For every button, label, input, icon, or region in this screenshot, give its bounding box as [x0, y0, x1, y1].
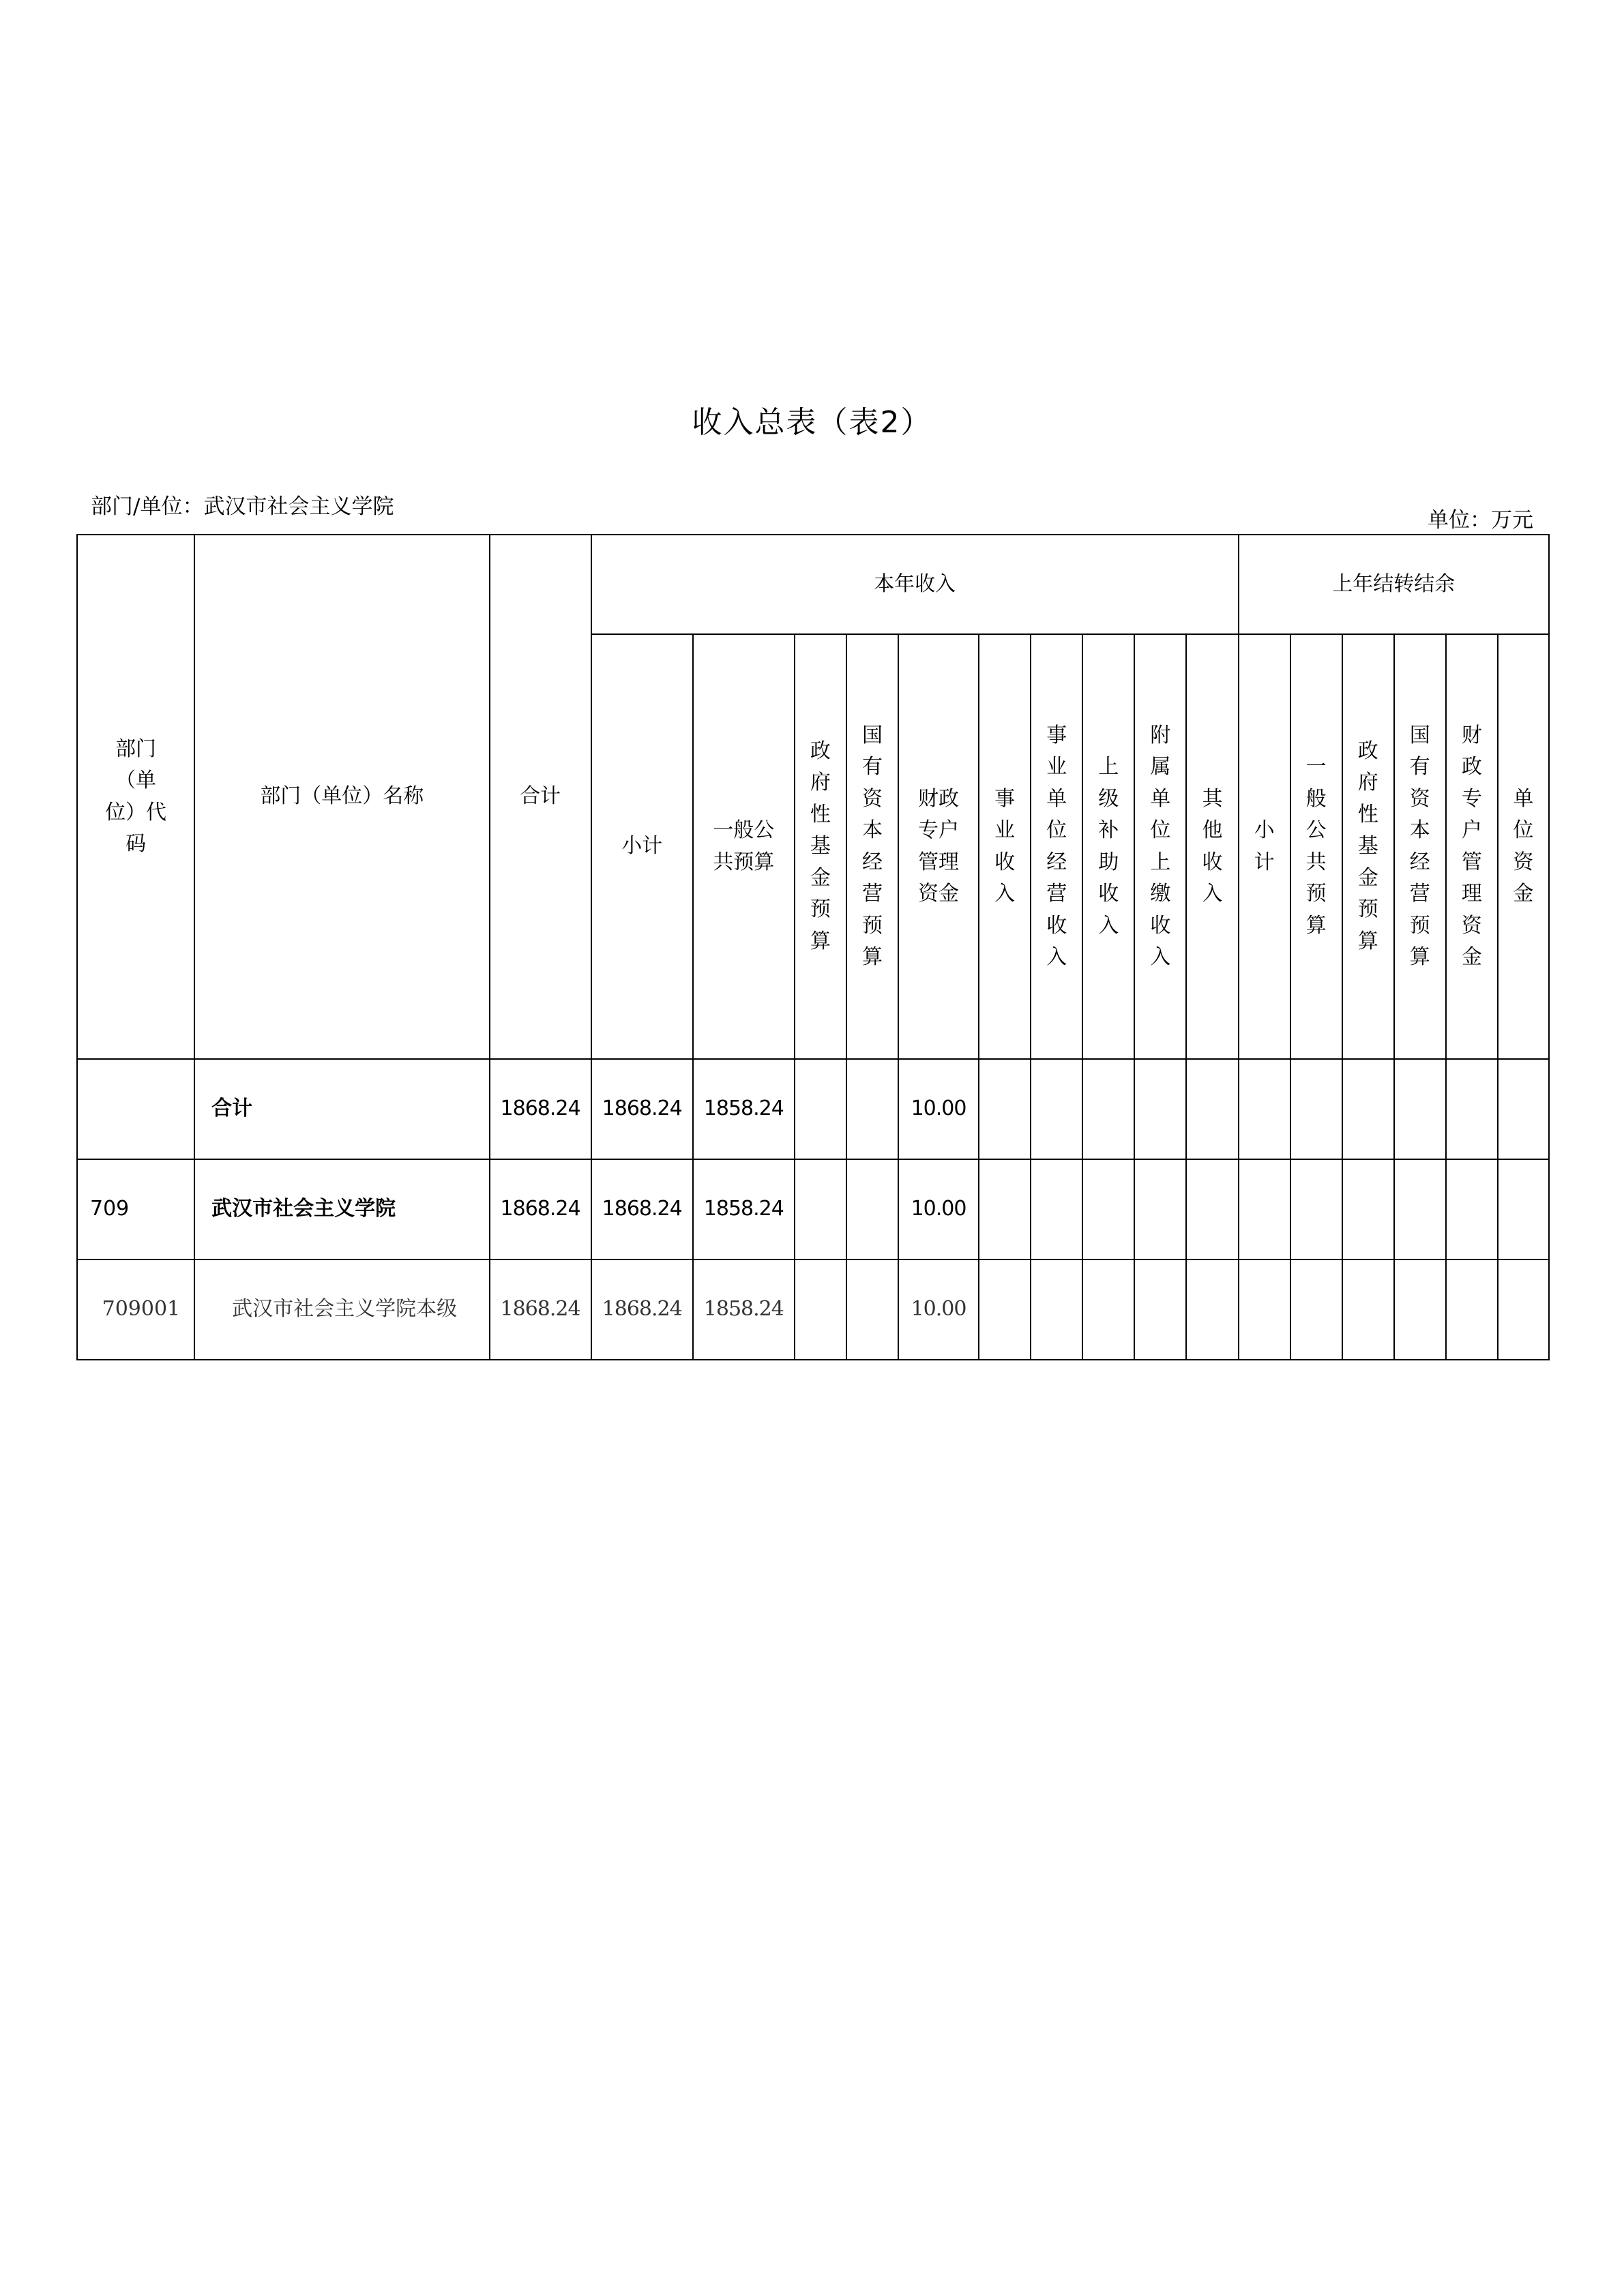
- cell-affiliate-remit: [1134, 1159, 1186, 1259]
- header-current-state-capital: 国有资本经营预算: [846, 634, 898, 1059]
- cell-state-capital: [846, 1159, 898, 1259]
- cell-general-budget: 1858.24: [693, 1059, 795, 1159]
- header-row-1: [77, 535, 1549, 634]
- header-current-general-budget: 一般公共预算: [693, 634, 795, 1059]
- cell-gov-fund: [795, 1159, 846, 1259]
- cell-carry-gov-fund: [1342, 1159, 1394, 1259]
- cell-current-subtotal: 1868.24: [591, 1159, 693, 1259]
- cell-carry-state-capital: [1394, 1259, 1446, 1360]
- cell-carry-fiscal-account: [1446, 1059, 1498, 1159]
- cell-other: [1186, 1059, 1238, 1159]
- header-carry-unit-funds: 单位资金: [1498, 634, 1549, 1059]
- cell-general-budget: 1858.24: [693, 1259, 795, 1360]
- header-name: 部门（单位）名称: [194, 535, 489, 1059]
- header-current-gov-fund: 政府性基金预算: [795, 634, 846, 1059]
- header-carry-general-budget: 一般公共预算: [1290, 634, 1342, 1059]
- cell-carry-state-capital: [1394, 1159, 1446, 1259]
- cell-business-operating: [1031, 1259, 1082, 1360]
- page-title: 收入总表（表2）: [692, 405, 932, 440]
- cell-carry-subtotal: [1239, 1159, 1290, 1259]
- cell-superior-subsidy: [1082, 1059, 1134, 1159]
- cell-gov-fund: [795, 1059, 846, 1159]
- cell-total: 1868.24: [490, 1159, 591, 1259]
- cell-business-income: [979, 1159, 1031, 1259]
- cell-business-operating: [1031, 1059, 1082, 1159]
- table-row-department: [77, 1159, 1549, 1259]
- cell-carry-general-budget: [1290, 1159, 1342, 1259]
- header-current-affiliate-remit: 附属单位上缴收入: [1134, 634, 1186, 1059]
- header-current-business-operating: 事业单位经营收入: [1031, 634, 1082, 1059]
- row-name: 武汉市社会主义学院: [194, 1159, 489, 1259]
- header-carry-gov-fund: 政府性基金预算: [1342, 634, 1394, 1059]
- cell-carry-unit-funds: [1498, 1059, 1549, 1159]
- cell-carry-general-budget: [1290, 1259, 1342, 1360]
- cell-fiscal-account: 10.00: [898, 1259, 979, 1360]
- cell-business-income: [979, 1259, 1031, 1360]
- header-current-other: 其他收入: [1186, 634, 1238, 1059]
- row-code: 709001: [77, 1259, 194, 1360]
- cell-carry-general-budget: [1290, 1059, 1342, 1159]
- row-code: [77, 1059, 194, 1159]
- cell-carry-fiscal-account: [1446, 1159, 1498, 1259]
- cell-business-operating: [1031, 1159, 1082, 1259]
- cell-total: 1868.24: [490, 1059, 591, 1159]
- cell-fiscal-account: 10.00: [898, 1159, 979, 1259]
- header-carry-state-capital: 国有资本经营预算: [1394, 634, 1446, 1059]
- header-carry-subtotal: 小计: [1239, 634, 1290, 1059]
- table-row-total: [77, 1059, 1549, 1159]
- cell-state-capital: [846, 1059, 898, 1159]
- cell-superior-subsidy: [1082, 1259, 1134, 1360]
- cell-gov-fund: [795, 1259, 846, 1360]
- cell-current-subtotal: 1868.24: [591, 1059, 693, 1159]
- row-name: 武汉市社会主义学院本级: [194, 1259, 489, 1360]
- header-code: 部门（单位）代码: [77, 535, 194, 1059]
- cell-fiscal-account: 10.00: [898, 1059, 979, 1159]
- header-total: 合计: [490, 535, 591, 1059]
- income-summary-table: [76, 534, 1550, 1360]
- department-label: 部门/单位：武汉市社会主义学院: [91, 494, 394, 519]
- cell-affiliate-remit: [1134, 1059, 1186, 1159]
- cell-other: [1186, 1259, 1238, 1360]
- header-current-year: 本年收入: [591, 535, 1239, 634]
- unit-label: 单位：万元: [1428, 508, 1533, 533]
- cell-carry-gov-fund: [1342, 1259, 1394, 1360]
- cell-affiliate-remit: [1134, 1259, 1186, 1360]
- header-current-business-income: 事业收入: [979, 634, 1031, 1059]
- cell-other: [1186, 1159, 1238, 1259]
- cell-business-income: [979, 1059, 1031, 1159]
- cell-carry-state-capital: [1394, 1059, 1446, 1159]
- row-name: 合计: [194, 1059, 489, 1159]
- header-current-fiscal-account: 财政专户管理资金: [898, 634, 979, 1059]
- row-code: 709: [77, 1159, 194, 1259]
- header-current-subtotal: 小计: [591, 634, 693, 1059]
- header-carryover: 上年结转结余: [1239, 535, 1549, 634]
- cell-carry-unit-funds: [1498, 1159, 1549, 1259]
- cell-carry-fiscal-account: [1446, 1259, 1498, 1360]
- cell-superior-subsidy: [1082, 1159, 1134, 1259]
- cell-state-capital: [846, 1259, 898, 1360]
- cell-general-budget: 1858.24: [693, 1159, 795, 1259]
- header-carry-fiscal-account: 财政专户管理资金: [1446, 634, 1498, 1059]
- cell-carry-gov-fund: [1342, 1059, 1394, 1159]
- cell-total: 1868.24: [490, 1259, 591, 1360]
- cell-carry-subtotal: [1239, 1059, 1290, 1159]
- cell-carry-subtotal: [1239, 1259, 1290, 1360]
- header-current-superior-subsidy: 上级补助收入: [1082, 634, 1134, 1059]
- table-row-unit: [77, 1259, 1549, 1360]
- cell-carry-unit-funds: [1498, 1259, 1549, 1360]
- cell-current-subtotal: 1868.24: [591, 1259, 693, 1360]
